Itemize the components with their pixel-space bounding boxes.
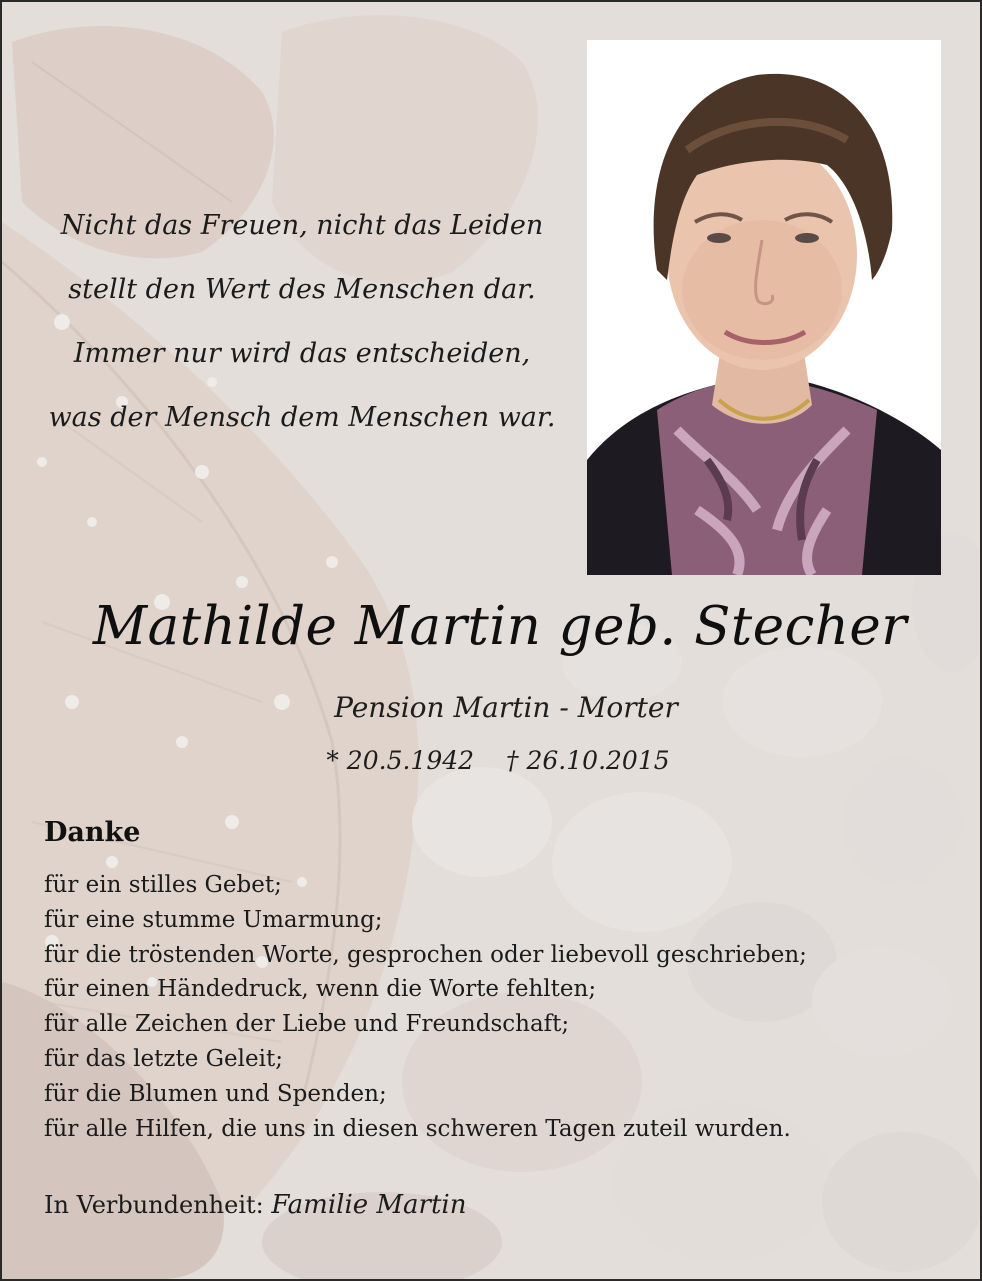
thanks-item: für die tröstenden Worte, gesprochen oder liebevoll geschrieben; — [44, 941, 807, 968]
portrait-illustration — [587, 40, 941, 575]
thanks-item: für einen Händedruck, wenn die Worte fehlten; — [44, 976, 597, 1003]
memorial-poem — [42, 194, 562, 450]
thanks-item: für alle Zeichen der Liebe und Freundschaft; — [44, 1011, 570, 1038]
poem-line: was der Mensch dem Menschen war. — [48, 402, 556, 433]
poem-line: stellt den Wert des Menschen dar. — [68, 274, 536, 305]
poem-line: Nicht das Freuen, nicht das Leiden — [60, 210, 544, 241]
family-signature: Familie Martin — [271, 1190, 467, 1220]
closing-prefix: In Verbundenheit: — [44, 1191, 264, 1219]
deceased-name: Mathilde Martin geb. Stecher — [92, 596, 908, 657]
thanks-heading: Danke — [44, 817, 141, 848]
thanks-item: für die Blumen und Spenden; — [44, 1080, 387, 1107]
thanks-list — [44, 868, 807, 1146]
thanks-item: für eine stumme Umarmung; — [44, 906, 383, 933]
birth-date: * 20.5.1942 — [326, 746, 475, 775]
poem-line: Immer nur wird das entscheiden, — [73, 338, 531, 369]
death-date: † 26.10.2015 — [506, 746, 670, 775]
pension-line: Pension Martin - Morter — [334, 691, 678, 724]
thanks-item: für alle Hilfen, die uns in diesen schweren Tagen zuteil wurden. — [44, 1115, 791, 1142]
portrait-photo — [587, 40, 941, 575]
thanks-item: für ein stilles Gebet; — [44, 872, 282, 898]
life-dates — [2, 746, 980, 775]
thanks-item: für das letzte Geleit; — [44, 1045, 283, 1072]
closing-line — [44, 1190, 466, 1220]
